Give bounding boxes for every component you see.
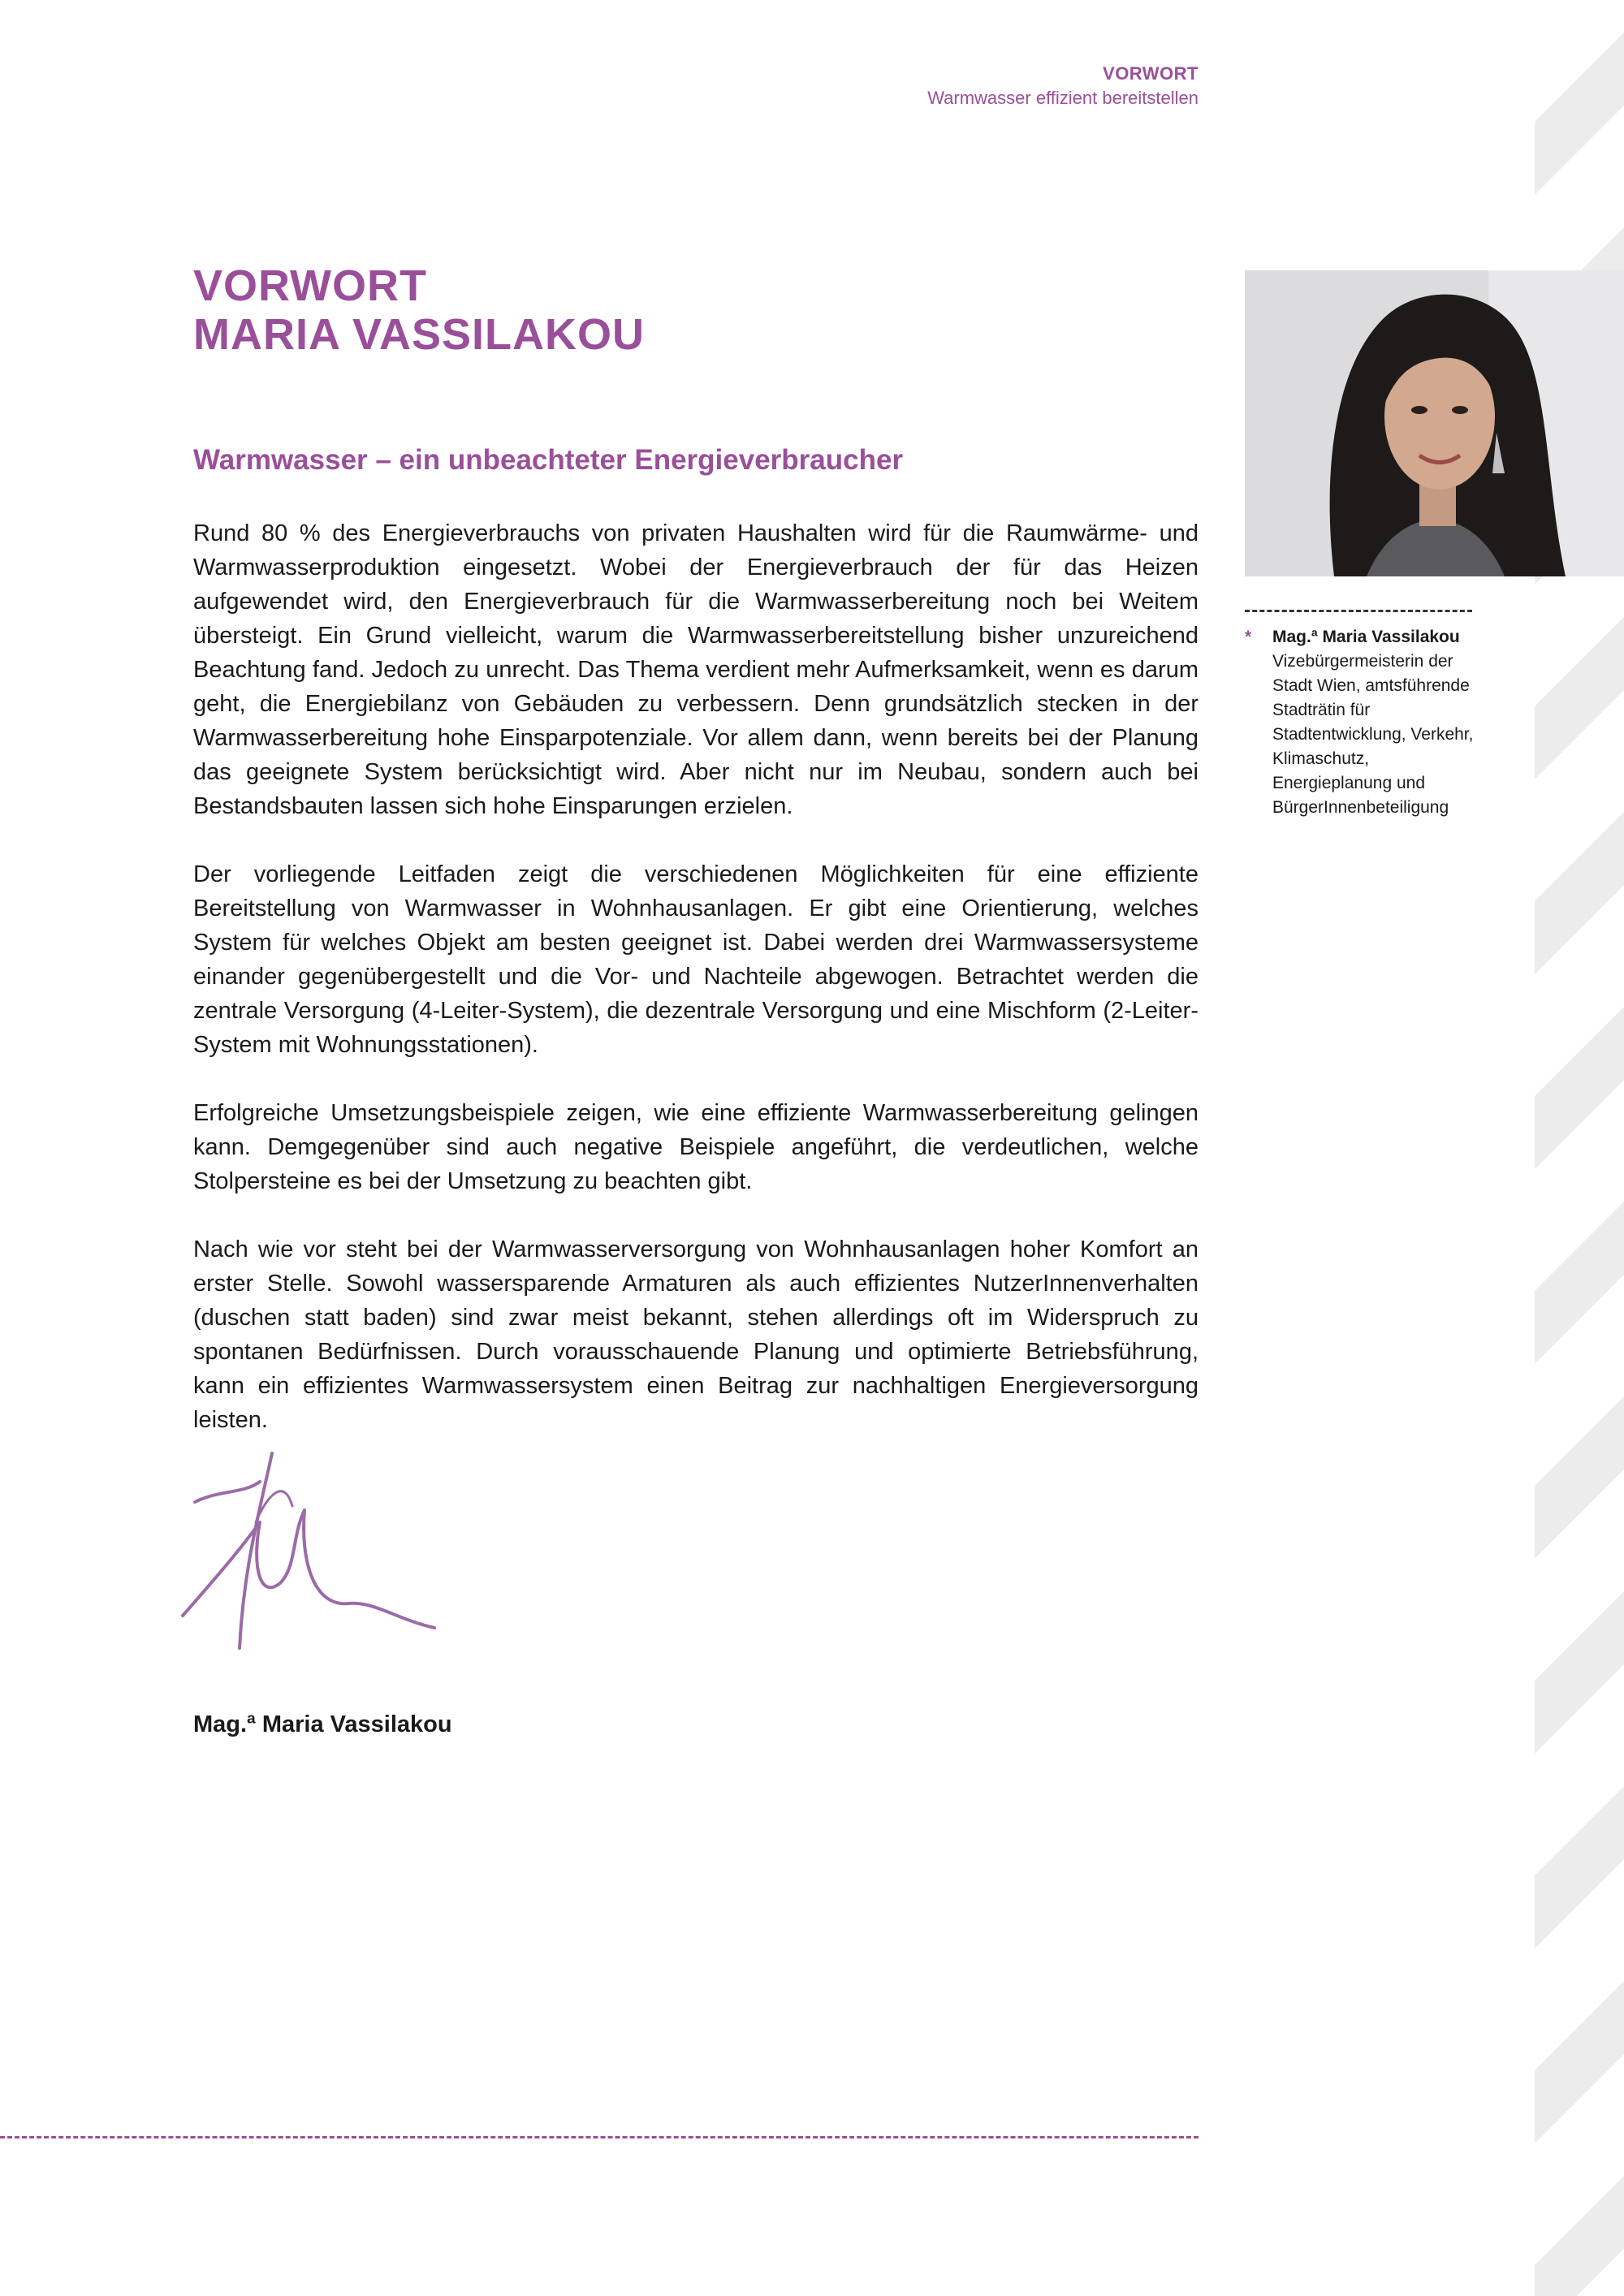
signature (162, 1445, 438, 1656)
title-line-2: MARIA VASSILAKOU (193, 310, 645, 359)
paragraph-2: Der vorliegende Leitfaden zeigt die verschiedenen Möglichkeiten für eine effiziente Bereitstellung von Warmwasser in Wohnhausanlagen. Er gibt eine Orientierung, welches System für welches Objekt am besten geeignet ist. Dabei werden drei Warmwassersysteme einander gegenübergestellt und die Vor- und Nachteile abgewogen. Betrachtet werden die zentrale Versorgung (4-Leiter-System), die dezentrale Versorgung und eine Mischform (2-Leiter-System mit Wohnungsstationen). (193, 861, 1199, 1058)
portrait-photo (1245, 270, 1624, 576)
body-text (193, 516, 1199, 1471)
paragraph-4: Nach wie vor steht bei der Warmwasserversorgung von Wohnhausanlagen hoher Komfort an erster Stelle. Sowohl wassersparende Armaturen als auch effizientes NutzerInnenverhalten (duschen statt baden) sind zwar meist bekannt, stehen allerdings oft im Widerspruch zu spontanen Bedürfnissen. Durch vorausschauende Planung und optimierte Betriebsführung, kann ein effizientes Warmwassersystem einen Beitrag zur nachhaltigen Energieversorgung leisten. (193, 1236, 1199, 1433)
signer-name: Mag.ª Maria Vassilakou (193, 1711, 452, 1737)
header-subtitle: Warmwasser effizient bereitstellen (927, 88, 1199, 108)
sidebar-divider (1245, 610, 1472, 612)
caption-marker: * (1245, 628, 1252, 646)
title-line-1: VORWORT (193, 261, 427, 310)
portrait-illustration (1245, 270, 1624, 576)
section-heading: Warmwasser – ein unbeachteter Energieverbraucher (193, 444, 904, 476)
footer-divider (0, 2136, 1199, 2138)
caption-description: Vizebürgermeisterin der Stadt Wien, amtsführende Stadträtin für Stadtentwicklung, Verkehr, Klimaschutz, Energieplanung und BürgerInnenbeteiligung (1272, 652, 1474, 817)
sidebar-caption (1245, 625, 1488, 820)
header-section: VORWORT (1103, 63, 1199, 84)
caption-name: Mag.ª Maria Vassilakou (1272, 628, 1460, 646)
page-title (193, 261, 645, 359)
running-header (927, 63, 1199, 109)
paragraph-1: Rund 80 % des Energieverbrauchs von privaten Haushalten wird für die Raumwärme- und Warmwasserproduktion eingesetzt. Wobei der Energieverbrauch der für das Heizen aufgewendet wird, den Energieverbrauch für die Warmwasserbereitung noch bei Weitem übersteigt. Ein Grund vielleicht, warum die Warmwasserbereitstellung bisher unzureichend Beachtung fand. Jedoch zu unrecht. Das Thema verdient mehr Aufmerksamkeit, wenn es darum geht, die Energiebilanz von Gebäuden zu verbessern. Denn grundsätzlich stecken in der Warmwasserbereitung hohe Einsparpotenziale. Vor allem dann, wenn bereits bei der Planung das geeignete System berücksichtigt wird. Aber nicht nur im Neubau, sondern auch bei Bestandsbauten lassen sich hohe Einsparungen erzielen. (193, 520, 1199, 819)
paragraph-3: Erfolgreiche Umsetzungsbeispiele zeigen, wie eine effiziente Warmwasserbereitung gelingen kann. Demgegenüber sind auch negative Beispiele angeführt, die verdeutlichen, welche Stolpersteine es bei der Umsetzung zu beachten gibt. (193, 1100, 1199, 1194)
